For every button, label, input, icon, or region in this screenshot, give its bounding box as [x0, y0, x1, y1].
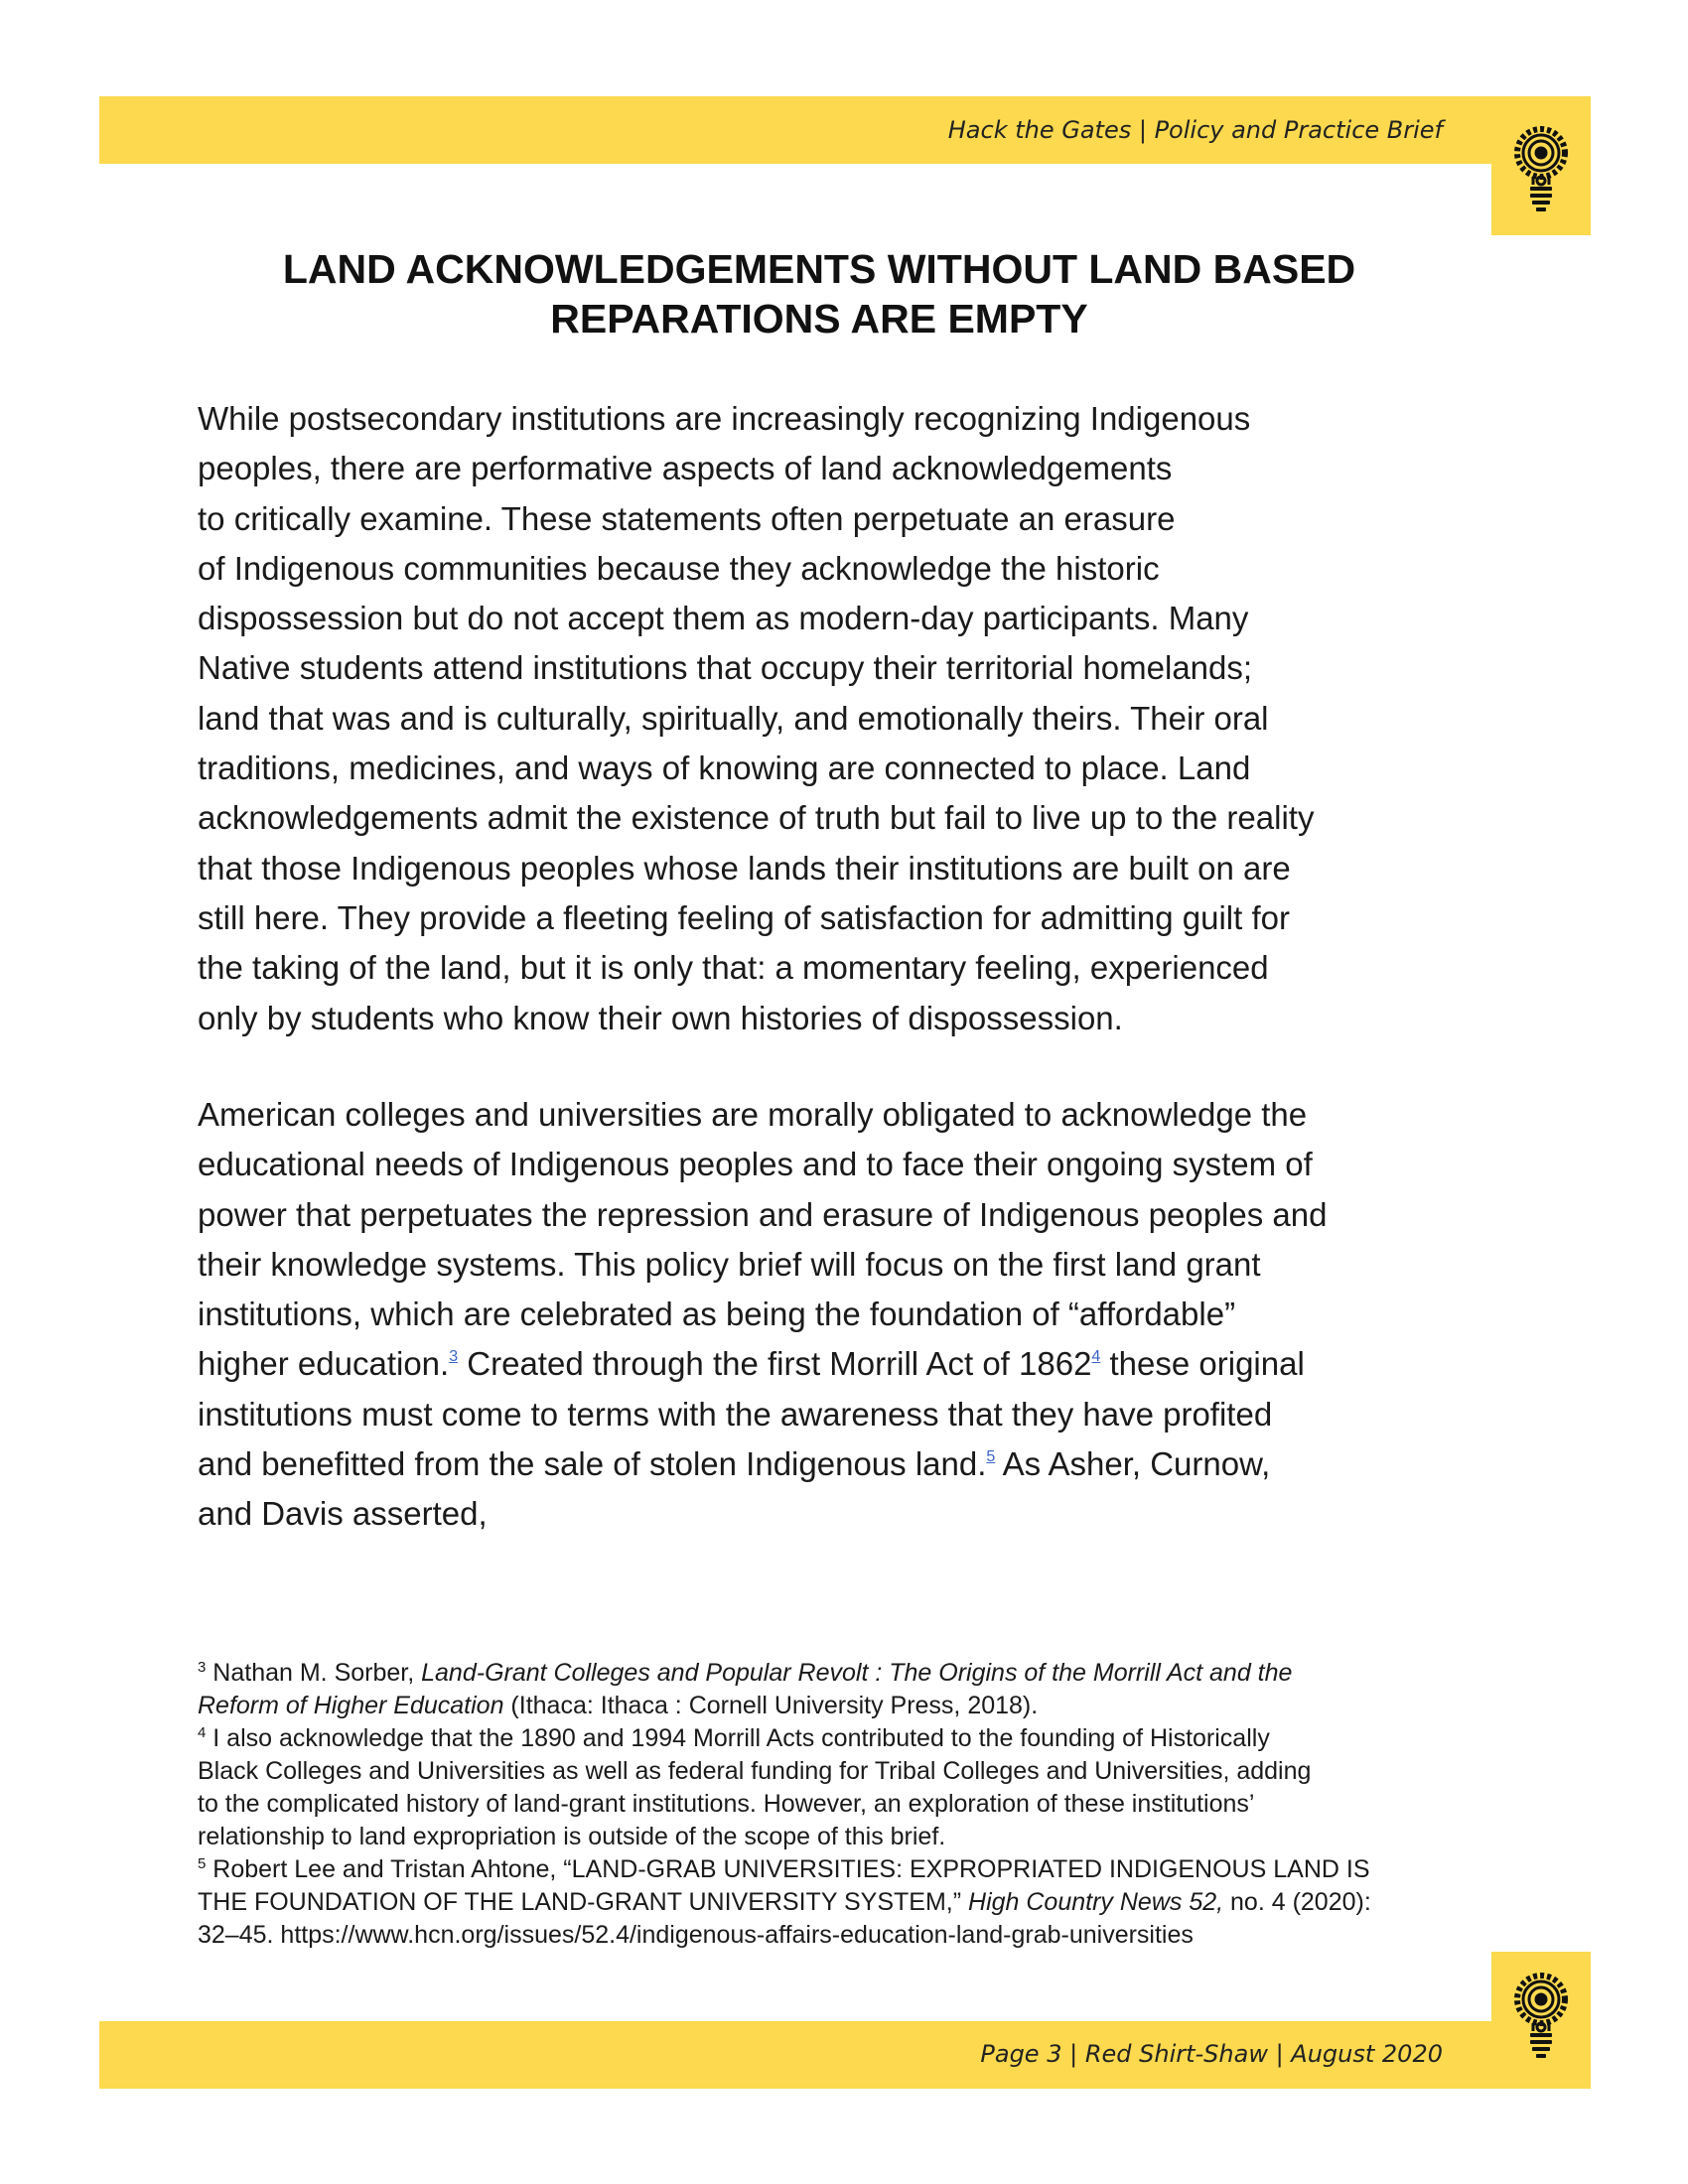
header-text: Hack the Gates | Policy and Practice Brief — [947, 116, 1443, 144]
lightbulb-gear-icon — [1511, 123, 1571, 214]
page-title — [149, 244, 1489, 343]
footnote-number: 3 — [198, 1659, 207, 1676]
paragraph-line: acknowledgements admit the existence of truth but fail to live up to the reality — [198, 799, 1315, 837]
footnote-book-title: Land-Grant Colleges and Popular Revolt : The Origins of the Morrill Act and the — [421, 1659, 1293, 1687]
footnote-5 — [198, 1853, 1488, 1886]
footnote-text: I also acknowledge that the 1890 and 1994 Morrill Acts contributed to the founding of Historically — [206, 1724, 1270, 1752]
footnote-journal-title: High Country News 52, — [968, 1888, 1224, 1916]
paragraph-line: Native students attend institutions that occupy their territorial homelands; — [198, 649, 1253, 687]
footnote-4-cont: relationship to land expropriation is outside of the scope of this brief. — [198, 1823, 946, 1850]
paragraph-line: While postsecondary institutions are increasingly recognizing Indigenous — [198, 400, 1251, 437]
footnote-text: THE FOUNDATION OF THE LAND-GRANT UNIVERSITY SYSTEM,” — [198, 1888, 969, 1916]
footnote-text: Robert Lee and Tristan Ahtone, “LAND-GRAB UNIVERSITIES: EXPROPRIATED INDIGENOUS LAND IS — [206, 1855, 1370, 1883]
paragraph-line: and Davis asserted, — [198, 1495, 488, 1533]
title-line-2: REPARATIONS ARE EMPTY — [550, 296, 1088, 341]
lightbulb-gear-icon — [1511, 1970, 1571, 2061]
footnote-4-cont: Black Colleges and Universities as well as federal funding for Tribal Colleges and Universities, adding — [198, 1757, 1312, 1785]
text-run: Created through the first Morrill Act of 1862 — [458, 1345, 1092, 1383]
paragraph-line: institutions must come to terms with the awareness that they have profited — [198, 1395, 1273, 1433]
paragraph-1 — [198, 394, 1478, 1043]
footnote-4 — [198, 1722, 1488, 1755]
footnote-ref-4[interactable]: 4 — [1091, 1348, 1101, 1366]
footnote-text: Nathan M. Sorber, — [206, 1659, 422, 1687]
footnote-ref-5[interactable]: 5 — [986, 1448, 996, 1466]
paragraph-line — [198, 1339, 1478, 1389]
paragraph-line: only by students who know their own histories of dispossession. — [198, 999, 1123, 1036]
text-run: these original — [1100, 1345, 1305, 1383]
paragraph-line: institutions, which are celebrated as being the foundation of “affordable” — [198, 1296, 1236, 1333]
footnote-3 — [198, 1657, 1488, 1690]
paragraph-line: land that was and is culturally, spiritually, and emotionally theirs. Their oral — [198, 699, 1269, 737]
text-run: As Asher, Curnow, — [995, 1445, 1271, 1483]
footnote-5-cont — [198, 1886, 1488, 1919]
title-line-1: LAND ACKNOWLEDGEMENTS WITHOUT LAND BASED — [282, 246, 1356, 292]
paragraph-line — [198, 1439, 1478, 1489]
footnote-text: no. 4 (2020): — [1223, 1888, 1371, 1916]
paragraph-line: that those Indigenous peoples whose lands their institutions are built on are — [198, 849, 1291, 887]
footnote-ref-3[interactable]: 3 — [449, 1348, 459, 1366]
footnote-book-title: Reform of Higher Education — [198, 1692, 504, 1719]
paragraph-line: traditions, medicines, and ways of knowing are connected to place. Land — [198, 750, 1251, 787]
footnote-number: 4 — [198, 1724, 207, 1741]
paragraph-line: power that perpetuates the repression and erasure of Indigenous peoples and — [198, 1195, 1328, 1233]
footnote-number: 5 — [198, 1855, 207, 1872]
text-run: higher education. — [198, 1345, 450, 1383]
footnote-4-cont: to the complicated history of land-grant institutions. However, an exploration of these institutions’ — [198, 1790, 1255, 1818]
paragraph-line: educational needs of Indigenous peoples and to face their ongoing system of — [198, 1146, 1313, 1183]
footer-text: Page 3 | Red Shirt-Shaw | August 2020 — [980, 2040, 1443, 2068]
footnotes — [198, 1657, 1488, 1952]
paragraph-2 — [198, 1090, 1478, 1540]
footnote-3-cont — [198, 1690, 1488, 1722]
paragraph-line: to critically examine. These statements often perpetuate an erasure — [198, 499, 1176, 537]
paragraph-line: dispossession but do not accept them as modern-day participants. Many — [198, 600, 1249, 637]
paragraph-line: their knowledge systems. This policy brief will focus on the first land grant — [198, 1245, 1261, 1283]
paragraph-line: of Indigenous communities because they acknowledge the historic — [198, 549, 1160, 587]
text-run: and benefitted from the sale of stolen Indigenous land. — [198, 1445, 987, 1483]
paragraph-line: peoples, there are performative aspects of land acknowledgements — [198, 450, 1173, 487]
footnote-5-url[interactable]: 32–45. https://www.hcn.org/issues/52.4/indigenous-affairs-education-land-grab-universities — [198, 1921, 1194, 1949]
paragraph-line: the taking of the land, but it is only that: a momentary feeling, experienced — [198, 949, 1269, 987]
paragraph-line: still here. They provide a fleeting feeling of satisfaction for admitting guilt for — [198, 898, 1290, 936]
footnote-text: (Ithaca: Ithaca : Cornell University Press, 2018). — [503, 1692, 1039, 1719]
paragraph-line: American colleges and universities are morally obligated to acknowledge the — [198, 1096, 1308, 1133]
